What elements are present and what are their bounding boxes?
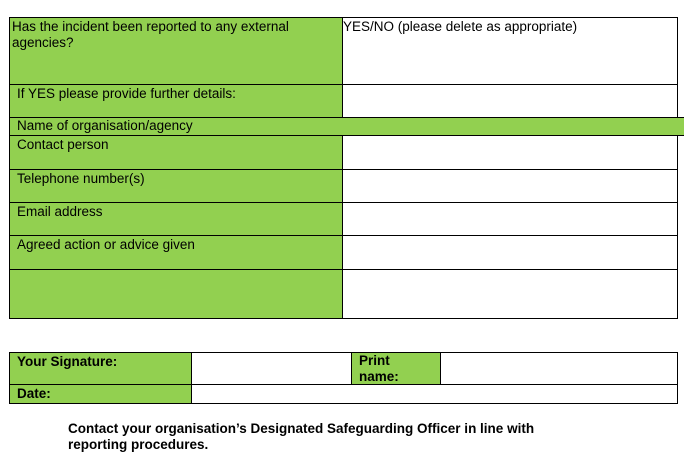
date-field[interactable]	[191, 384, 678, 404]
organisation-label: Name of organisation/agency	[17, 118, 193, 133]
footer-note: Contact your organisation’s Designated Safeguarding Officer in line with reporting procedures.	[68, 421, 535, 452]
agreed-action-value-cell[interactable]	[342, 235, 678, 270]
blank-value-cell[interactable]	[342, 269, 678, 319]
email-value-cell[interactable]	[342, 202, 678, 236]
if-yes-value-cell[interactable]	[342, 84, 678, 118]
date-label-cell	[9, 384, 192, 404]
contact-person-label: Contact person	[17, 137, 109, 152]
reported-answer-cell[interactable]	[342, 17, 678, 85]
reported-answer-text: YES/NO (please delete as appropriate)	[343, 19, 578, 34]
contact-person-value-cell[interactable]	[342, 135, 678, 170]
agreed-action-label: Agreed action or advice given	[17, 237, 195, 252]
print-name-field[interactable]	[440, 352, 678, 385]
organisation-cell	[9, 117, 684, 136]
telephone-value-cell[interactable]	[342, 169, 678, 203]
if-yes-label: If YES please provide further details:	[17, 86, 236, 101]
blank-label-cell	[9, 269, 343, 319]
date-label: Date:	[17, 386, 51, 401]
email-label: Email address	[17, 204, 103, 219]
signature-label-cell	[9, 352, 192, 385]
reported-question-cell	[9, 17, 343, 85]
agreed-action-cell	[9, 235, 343, 270]
signature-field[interactable]	[191, 352, 352, 385]
telephone-cell	[9, 169, 343, 203]
reported-question-label: Has the incident been reported to any external agencies?	[12, 19, 289, 50]
contact-person-cell	[9, 135, 343, 170]
print-name-label-cell	[351, 352, 441, 385]
telephone-label: Telephone number(s)	[17, 171, 145, 186]
email-cell	[9, 202, 343, 236]
print-name-label: Print name:	[359, 353, 399, 384]
signature-label: Your Signature:	[17, 354, 118, 369]
if-yes-cell	[9, 84, 343, 118]
